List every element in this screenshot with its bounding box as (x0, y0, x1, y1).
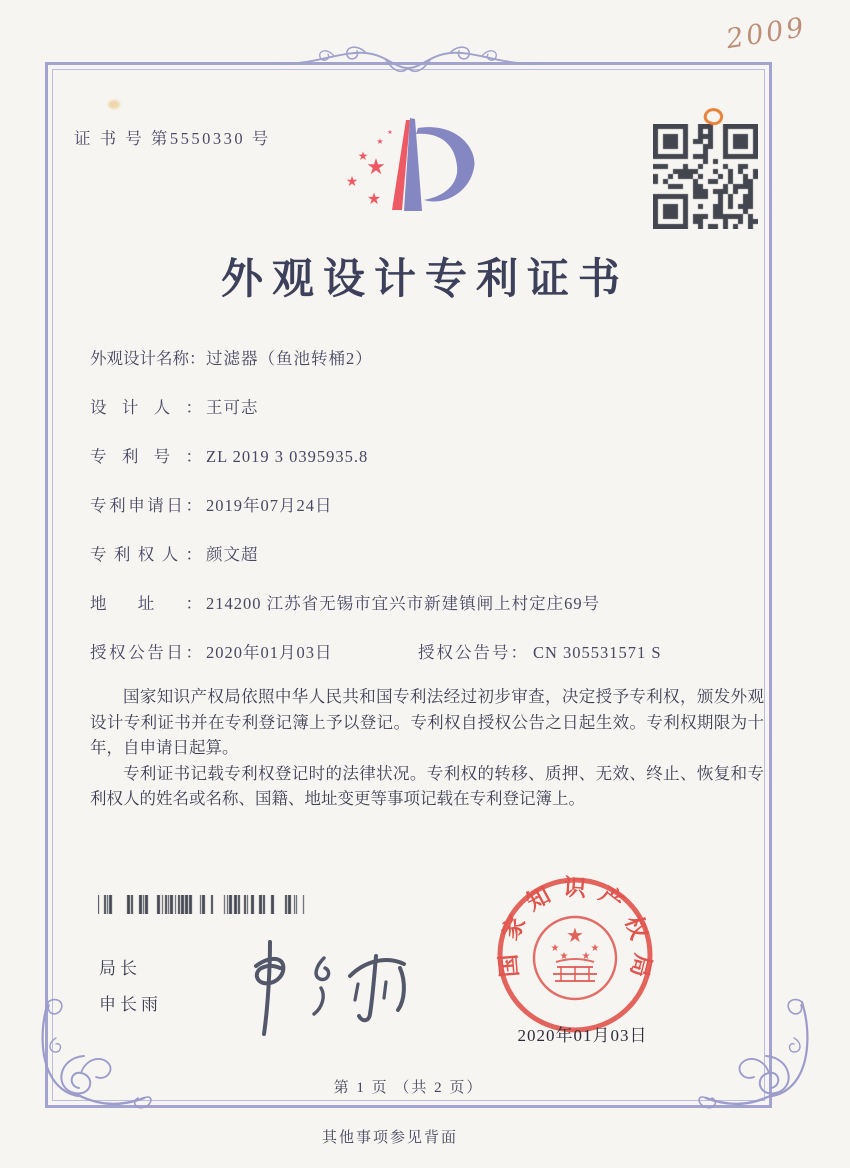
field-address (90, 593, 766, 615)
handwritten-note: 2009 (724, 11, 809, 56)
field-value: 2020年01月03日 (206, 643, 333, 662)
legal-text (90, 684, 764, 812)
logo-star-icon: ★ (376, 137, 384, 146)
seal-text: 国家知识产权局 (494, 874, 656, 991)
logo-star-icon: ★ (366, 191, 382, 208)
barcode (98, 895, 308, 914)
director-name: 申长雨 (99, 995, 162, 1014)
logo-star-icon: ★ (345, 175, 359, 190)
seal-big-star-icon: ★ (566, 925, 584, 947)
legal-paragraph: 专利证书记载专利权登记时的法律状况。专利权的转移、质押、无效、终止、恢复和专利权人的姓名或名称、国籍、地址变更等事项记载在专利登记簿上。 (90, 763, 764, 808)
certificate-title: 外观设计专利证书 (220, 257, 629, 303)
legal-paragraph: 国家知识产权局依照中华人民共和国专利法经过初步审查，决定授予专利权，颁发外观设计专利证书并在专利登记簿上予以登记。专利权自授权公告之日起生效。专利权期限为十年，自申请日起算。 (90, 687, 764, 757)
logo-star-icon: ★ (357, 149, 369, 163)
footer-note: 其他事项参见背面 (321, 1130, 458, 1146)
field-value: ZL 2019 3 0395935.8 (206, 447, 369, 466)
field-label: 授权公告日： (90, 643, 202, 662)
certificate-fields (90, 348, 766, 691)
field-label: 设计人： (90, 398, 202, 417)
field-value: 214200 江苏省无锡市宜兴市新建镇闸上村定庄69号 (206, 594, 601, 613)
seal-small-star-icon: ★ (590, 943, 600, 954)
field-value: CN 305531571 S (533, 643, 662, 662)
cnipa-logo-graphic (330, 112, 480, 214)
field-patent-number (90, 446, 766, 468)
field-label: 授权公告号： (418, 643, 529, 662)
field-label: 地址： (90, 594, 202, 613)
official-seal (494, 874, 656, 1036)
certificate-number: 证 书 号 第5550330 号 (74, 129, 271, 148)
field-designer (90, 397, 766, 419)
seal-small-star-icon: ★ (581, 951, 591, 962)
seal-date: 2020年01月03日 (517, 1026, 648, 1045)
director-title-label: 局长 (99, 959, 141, 978)
logo-star-icon: ★ (366, 154, 386, 179)
field-label: 专利权人： (90, 545, 202, 564)
stain-mark (108, 100, 120, 109)
field-label: 专利号： (90, 447, 202, 466)
field-value: 颜文超 (206, 545, 259, 564)
cnipa-logo (330, 112, 480, 214)
field-label: 外观设计名称： (90, 349, 206, 368)
field-patentee (90, 544, 766, 566)
seal-small-star-icon: ★ (559, 951, 569, 962)
field-filing-date (90, 495, 766, 517)
field-design-name (90, 348, 766, 370)
field-value: 王可志 (206, 398, 259, 417)
field-value: 过滤器（鱼池转桶2） (206, 349, 373, 368)
director-signature (228, 938, 413, 1038)
page-indicator: 第 1 页 （共 2 页） (333, 1080, 484, 1096)
field-label: 专利申请日： (90, 496, 202, 515)
logo-star-icon: ★ (387, 130, 393, 136)
qr-code (653, 124, 758, 229)
field-value: 2019年07月24日 (206, 496, 333, 515)
seal-small-star-icon: ★ (550, 943, 560, 954)
field-grant-date-and-number (90, 642, 766, 664)
